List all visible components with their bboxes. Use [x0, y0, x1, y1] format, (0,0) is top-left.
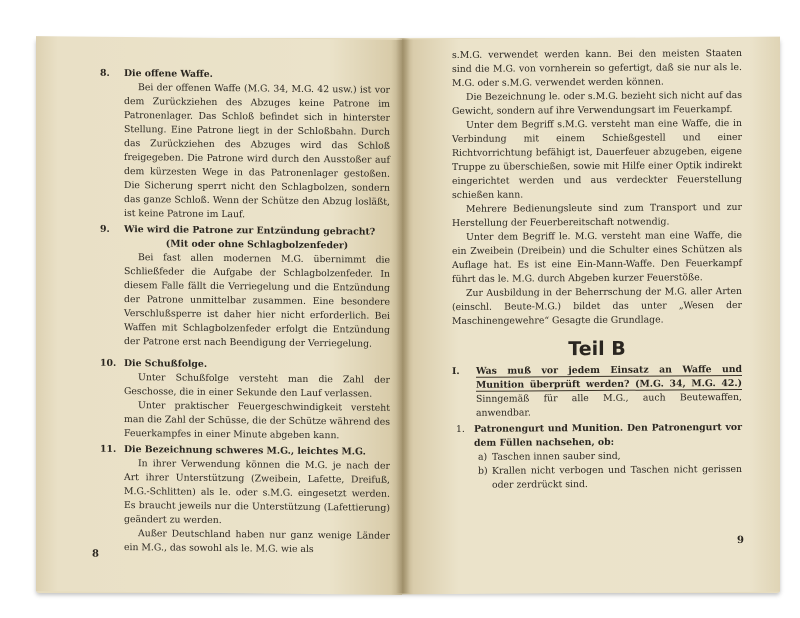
item-number: 1.: [456, 423, 465, 435]
section-paragraph: In ihrer Verwendung können die M.G. je nach der Art ihrer Unterstützung (Zweibein, Lafette, Dreifuß, M.G.-Schlitten) als le. oder s.M.G. eingesetzt werden. Es braucht jeweils nur die Unterstützung (Lafettierung) geändert zu werden.: [124, 458, 390, 527]
open-booklet: [36, 38, 780, 593]
question-number: I.: [452, 365, 460, 377]
section-paragraph: Unter Schußfolge versteht man die Zahl der Geschosse, die in einer Sekunde den Lauf verlassen.: [124, 372, 390, 400]
section-11: [100, 443, 390, 558]
item-text: Krallen nicht verbogen und Taschen nicht gerissen oder zerdrückt sind.: [492, 463, 742, 491]
checklist-item-1: [452, 421, 742, 451]
section-title: Die Schußfolge.: [124, 358, 208, 370]
left-page: [36, 36, 402, 595]
part-heading: Teil B: [568, 337, 626, 361]
section-text: Bei der offenen Waffe (M.G. 34, M.G. 42 usw.) ist vor dem Zurückziehen des Abzuges keine Patrone im Patronenlager. Das Schloß befindet sich in hinterster Stellung. Eine Patrone liegt in der Schloßbahn. Durch das Zurückziehen des Abzuges wird das Schloß freigegeben. Die Patrone wird durch den Ausstoßer auf dem kürzesten Wege in das Patronenlager gestoßen. Die Sicherung sperrt nicht den Schlagbolzen, sondern das ganze Schloß. Wenn der Schütze den Abzug losläßt, ist keine Patrone im Lauf.: [124, 82, 390, 221]
paragraph: Mehrere Bedienungsleute sind zum Transport und zur Herstellung der Feuerbereitschaft notwendig.: [452, 201, 742, 229]
section-number: 11.: [100, 443, 117, 455]
question-title: Was muß vor jedem Einsatz an Waffe und Munition überprüft werden? (M.G. 34, M.G. 42.): [476, 363, 742, 391]
section-paragraph: Außer Deutschland haben nur ganz wenige Länder ein M.G., das sowohl als le. M.G. wie als: [124, 528, 390, 555]
right-page: [402, 37, 780, 595]
checklist-item-b: [452, 463, 742, 493]
page-number: 9: [737, 534, 744, 546]
section-number: 10.: [100, 357, 117, 369]
item-text: Taschen innen sauber sind,: [492, 450, 621, 463]
section-number: 8.: [100, 67, 110, 79]
section-number: 9.: [100, 223, 110, 235]
section-paragraph: Unter praktischer Feuergeschwindigkeit versteht man die Zahl der Schüsse, die der Schütze während des Feuerkampfes in einer Minute abgeben kann.: [124, 400, 390, 442]
paragraph: Die Bezeichnung le. oder s.M.G. bezieht sich nicht auf das Gewicht, sondern auf ihre Verwendungsart im Feuerkampf.: [452, 89, 742, 117]
item-letter: a): [478, 451, 488, 463]
section-title: Die Bezeichnung schweres M.G., leichtes M.G.: [124, 444, 366, 458]
section-9: [100, 223, 390, 352]
paragraph: Unter dem Begriff s.M.G. versteht man eine Waffe, die in Verbindung mit einem Schießgestell und einer Richtvorrichtung befähigt ist, Dauerfeuer abzugeben, eigene Truppe zu überschießen, sowie mit Hilfe einer Optik indirekt eingerichtet werden und aus verdeckter Feuerstellung schießen kann.: [452, 117, 742, 201]
paragraph: s.M.G. verwendet werden kann. Bei den meisten Staaten sind die M.G. von vornherein so gefertigt, daß sie nur als le. M.G. oder s.M.G. verwendet werden können.: [452, 47, 742, 89]
item-text: Patronengurt und Munition. Den Patronengurt vor dem Füllen nachsehen, ob:: [474, 421, 742, 449]
paragraph: Zur Ausbildung in der Beherrschung der M.G. aller Arten (einschl. Beute-M.G.) bildet das unter „Wesen der Maschinengewehre“ Gesagte die Grundlage.: [452, 285, 742, 327]
question-tail: Sinngemäß für alle M.G., auch Beutewaffen, anwendbar.: [476, 391, 742, 419]
section-8: [100, 67, 390, 224]
right-page-content: [452, 47, 742, 493]
section-subtitle: (Mit oder ohne Schlagbolzenfeder): [165, 238, 349, 252]
section-title: Die offene Waffe.: [124, 68, 213, 80]
left-page-content: [100, 67, 390, 558]
section-title: Wie wird die Patrone zur Entzündung gebracht?: [124, 224, 376, 238]
section-10: [100, 357, 390, 444]
paragraph: Unter dem Begriff le. M.G. versteht man eine Waffe, die ein Zweibein (Dreibein) und die Schulter eines Schützen als Auflage hat. Es ist eine Ein-Mann-Waffe. Den Feuerkampf führt das le. M.G. durch Abgeben kurzer Feuerstöße.: [452, 229, 742, 285]
item-letter: b): [478, 465, 488, 477]
section-text: Bei fast allen modernen M.G. übernimmt die Schließfeder die Aufgabe der Schlagbolzenfeder. In diesem Falle fällt die Verriegelung und die Entzündung der Patrone unmittelbar zusammen. Eine besondere Verschlußsperre ist daher hier nicht erforderlich. Bei Waffen mit Schlagbolzenfeder erfolgt die Entzündung der Patrone erst nach Beendigung der Verriegelung.: [124, 252, 390, 350]
question-1: [452, 363, 742, 421]
page-number: 8: [92, 548, 99, 560]
book-gutter: [396, 38, 410, 593]
